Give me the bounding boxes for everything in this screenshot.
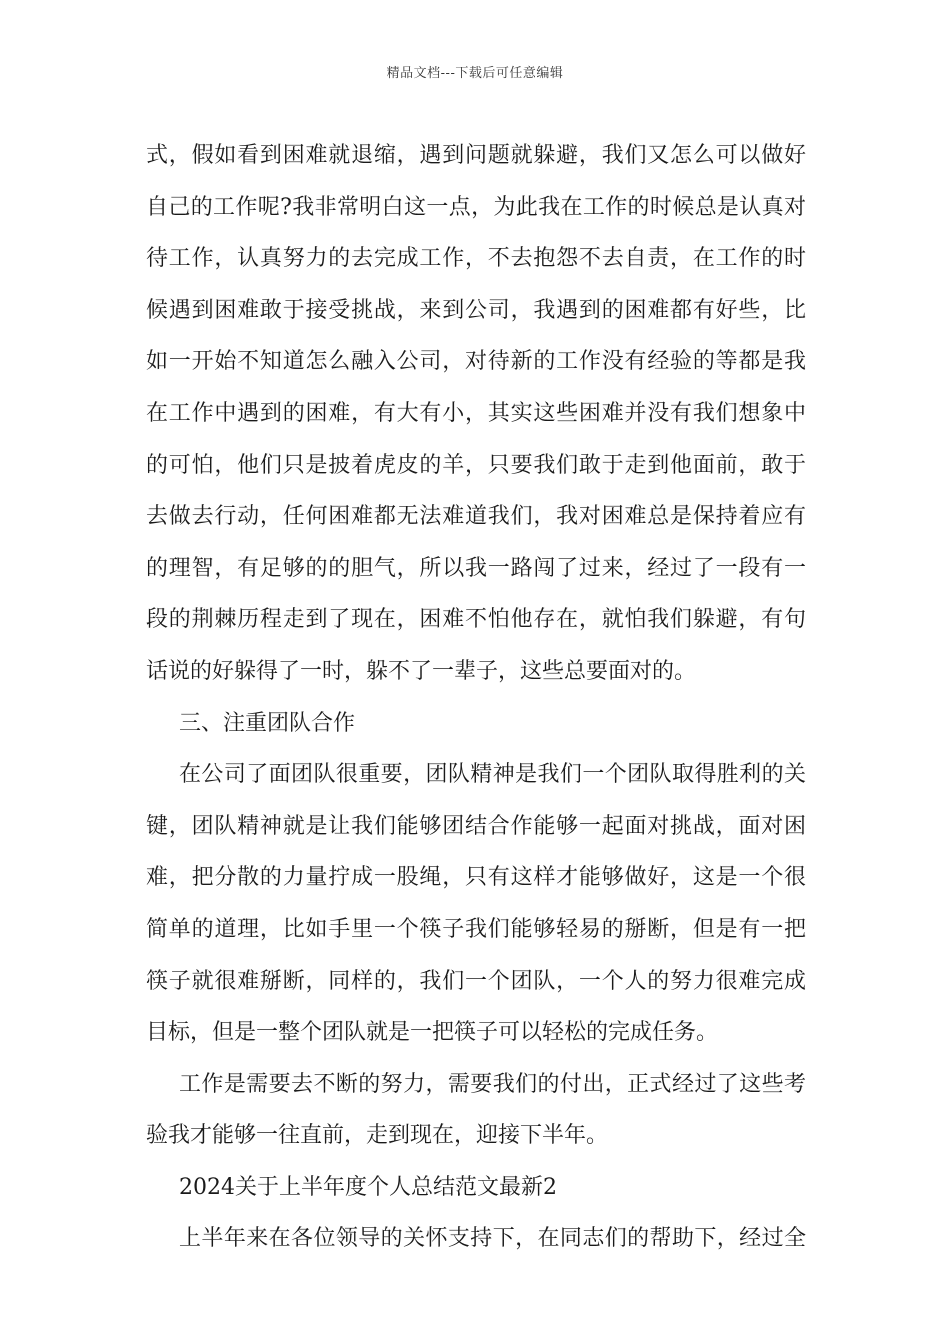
text-line: 段的荆棘历程走到了现在，困难不怕他存在，就怕我们躲避，有句 <box>146 607 806 633</box>
text-line: 话说的好躲得了一时，躲不了一辈子，这些总要面对的。 <box>146 658 697 684</box>
text-line: 式，假如看到困难就退缩，遇到问题就躲避，我们又怎么可以做好 <box>146 143 806 168</box>
document-body <box>146 130 806 1265</box>
text-line: 待工作，认真努力的去完成工作，不去抱怨不去自责，在工作的时 <box>146 246 806 272</box>
text-line: 上半年来在各位领导的关怀支持下，在同志们的帮助下，经过全 <box>179 1226 806 1252</box>
text-line: 简单的道理，比如手里一个筷子我们能够轻易的掰断，但是有一把 <box>146 916 806 942</box>
text-line: 三、注重团队合作 <box>179 710 356 736</box>
text-line: 目标，但是一整个团队就是一把筷子可以轻松的完成任务。 <box>146 1020 719 1046</box>
text-line: 难，把分散的力量拧成一股绳，只有这样才能够做好，这是一个很 <box>146 865 806 891</box>
text-line: 如一开始不知道怎么融入公司，对待新的工作没有经验的等都是我 <box>146 349 806 375</box>
text-line: 键，团队精神就是让我们能够团结合作能够一起面对挑战，面对困 <box>146 813 806 839</box>
text-line: 候遇到困难敢于接受挑战，来到公司，我遇到的困难都有好些，比 <box>146 297 806 323</box>
text-line: 的可怕，他们只是披着虎皮的羊，只要我们敢于走到他面前，敢于 <box>146 452 806 478</box>
text-line: 去做去行动，任何困难都无法难道我们，我对困难总是保持着应有 <box>146 504 806 530</box>
text-line: 工作是需要去不断的努力，需要我们的付出，正式经过了这些考 <box>179 1071 806 1097</box>
text-line: 在公司了面团队很重要，团队精神是我们一个团队取得胜利的关 <box>179 762 806 788</box>
text-line: 自己的工作呢?我非常明白这一点，为此我在工作的时候总是认真对 <box>146 194 806 220</box>
text-line: 验我才能够一往直前，走到现在，迎接下半年。 <box>146 1123 609 1149</box>
text-line: 在工作中遇到的困难，有大有小，其实这些困难并没有我们想象中 <box>146 400 806 426</box>
text-line: 的理智，有足够的的胆气，所以我一路闯了过来，经过了一段有一 <box>146 555 806 581</box>
text-line: 2024关于上半年度个人总结范文最新2 <box>179 1174 557 1200</box>
page-header: 精品文档---下载后可任意编辑 <box>386 66 564 81</box>
text-line: 筷子就很难掰断，同样的，我们一个团队，一个人的努力很难完成 <box>146 968 806 994</box>
